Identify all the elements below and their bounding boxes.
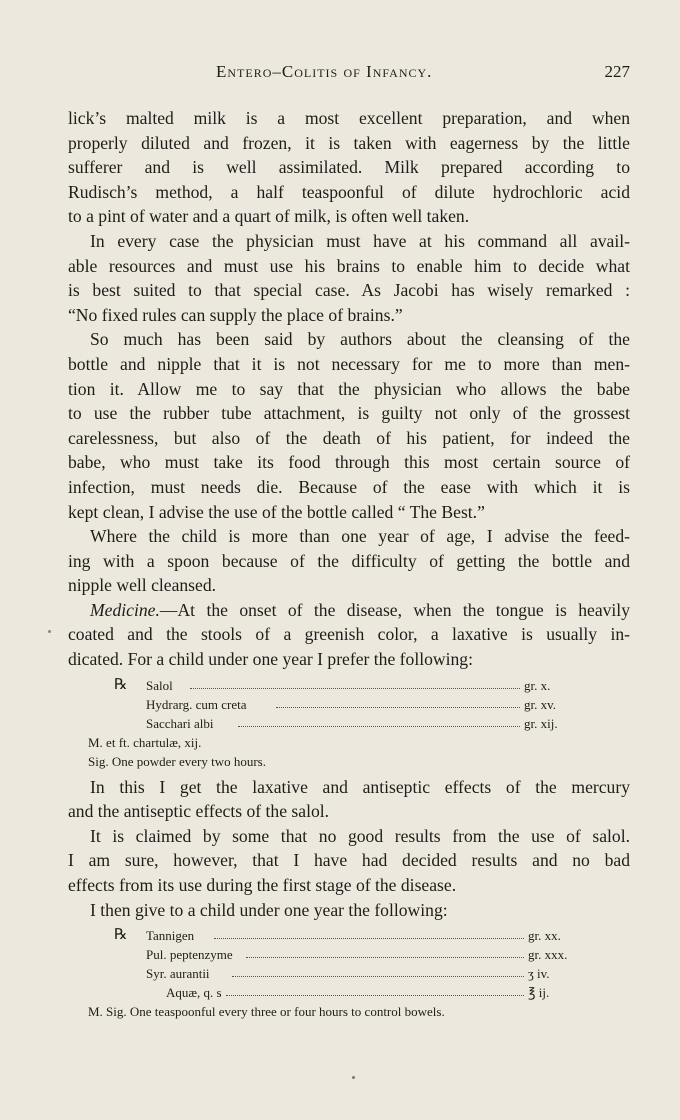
prescription-row: [68, 983, 630, 1002]
dot-leader: [246, 956, 524, 958]
directions-text: M. et ft. chartulæ, xij.: [88, 734, 202, 750]
page-body: [68, 106, 630, 1025]
recipe-symbol: ℞: [114, 676, 128, 693]
running-title: Entero–Colitis of Infancy.: [216, 62, 433, 81]
text-line: and the antiseptic effects of the salol.: [68, 801, 330, 822]
dot-leader: [276, 706, 520, 708]
page-number: 227: [604, 62, 630, 81]
ingredient-dose: gr. xx.: [528, 928, 561, 944]
text-line: Rudisch’s method, a half teaspoonful of dilute hydrochloric acid: [68, 181, 630, 202]
text-line: babe, who must take its food through this most certain source of: [68, 452, 630, 473]
page-speck: [352, 1076, 355, 1079]
text-line: It is claimed by some that no good results from the use of salol.: [90, 825, 630, 846]
text-line: In this I get the laxative and antiseptic effects of the mercury: [90, 776, 630, 797]
paragraph: [68, 524, 630, 598]
prescription-directions: [68, 1002, 630, 1021]
prescription: [68, 926, 630, 1021]
dot-leader: [238, 725, 520, 727]
prescription-row: [68, 945, 630, 964]
paragraph: [68, 229, 630, 327]
text-line: carelessness, but also of the death of his patient, for indeed the: [68, 427, 630, 448]
text-line: lick’s malted milk is a most excellent preparation, and when: [68, 108, 630, 128]
text-line: [68, 598, 630, 623]
text-line: In every case the physician must have at his command all avail-: [90, 230, 630, 251]
prescription: [68, 676, 630, 771]
text-line: effects from its use during the first stage of the disease.: [68, 875, 457, 896]
text-line: So much has been said by authors about the cleansing of the: [90, 329, 630, 350]
ingredient-name: Hydrarg. cum creta: [146, 696, 247, 712]
text-line: Where the child is more than one year of age, I advise the feed-: [90, 526, 630, 547]
text-line: dicated. For a child under one year I prefer the following:: [68, 649, 473, 670]
text-line: properly diluted and frozen, it is taken with eagerness by the little: [68, 132, 630, 153]
directions-text: Sig. One powder every two hours.: [88, 753, 266, 769]
text-line: I am sure, however, that I have had decided results and no bad: [68, 850, 630, 871]
ingredient-dose: gr. xv.: [524, 696, 557, 712]
prescription-row: [68, 926, 630, 945]
margin-speck: [48, 630, 51, 633]
text-line: able resources and must use his brains to enable him to decide what: [68, 255, 630, 276]
text-line: ing with a spoon because of the difficulty of getting the bottle and: [68, 550, 630, 571]
text-line: coated and the stools of a greenish color, a laxative is usually in-: [68, 624, 630, 645]
medicine-paragraph: [68, 598, 630, 672]
text-line: to a pint of water and a quart of milk, is often well taken.: [68, 206, 470, 227]
directions-text: M. Sig. One teaspoonful every three or four hours to control bowels.: [88, 1004, 445, 1020]
paragraph: [68, 775, 630, 824]
dot-leader: [232, 975, 524, 977]
ingredient-name: Aquæ, q. s: [166, 985, 222, 1001]
prescription-directions: [68, 752, 630, 771]
prescription-row: [68, 964, 630, 983]
ingredient-name: Tannigen: [146, 928, 195, 944]
paragraph: [68, 106, 630, 229]
text-fragment: —At the onset of the disease, when the tongue is heavily: [159, 599, 630, 620]
prescription-row: [68, 695, 630, 714]
text-line: “No fixed rules can supply the place of brains.”: [68, 304, 403, 325]
ingredient-dose: gr. x.: [524, 677, 551, 693]
text-line: nipple well cleansed.: [68, 575, 217, 596]
ingredient-name: Salol: [146, 677, 173, 693]
dot-leader: [214, 937, 524, 939]
ingredient-name: Sacchari albi: [146, 715, 214, 731]
ingredient-dose: gr. xij.: [524, 715, 558, 731]
prescription-row: [68, 676, 630, 695]
recipe-symbol: ℞: [114, 927, 128, 944]
prescription-directions: [68, 733, 630, 752]
ingredient-dose: ℥ ij.: [528, 985, 550, 1001]
text-line: infection, must needs die. Because of the ease with which it is: [68, 476, 630, 497]
paragraph: [68, 898, 630, 923]
text-line: bottle and nipple that it is not necessary for me to more than men-: [68, 353, 630, 374]
text-line: sufferer and is well assimilated. Milk prepared according to: [68, 157, 630, 178]
text-line: to use the rubber tube attachment, is guilty not only of the grossest: [68, 403, 630, 424]
prescription-row: [68, 714, 630, 733]
ingredient-dose: ʒ iv.: [528, 966, 550, 982]
text-line: kept clean, I advise the use of the bottle called “ The Best.”: [68, 501, 485, 522]
paragraph: [68, 327, 630, 524]
ingredient-name: Pul. peptenzyme: [146, 947, 233, 963]
dot-leader: [226, 994, 524, 996]
text-line: I then give to a child under one year the following:: [90, 899, 448, 920]
ingredient-name: Syr. aurantii: [146, 966, 210, 982]
running-header: [68, 62, 630, 86]
paragraph: [68, 824, 630, 898]
ingredient-dose: gr. xxx.: [528, 947, 568, 963]
text-line: tion it. Allow me to say that the physician who allows the babe: [68, 378, 630, 399]
dot-leader: [190, 687, 520, 689]
medicine-heading: Medicine.: [90, 599, 160, 620]
text-line: is best suited to that special case. As Jacobi has wisely remarked :: [68, 280, 630, 301]
